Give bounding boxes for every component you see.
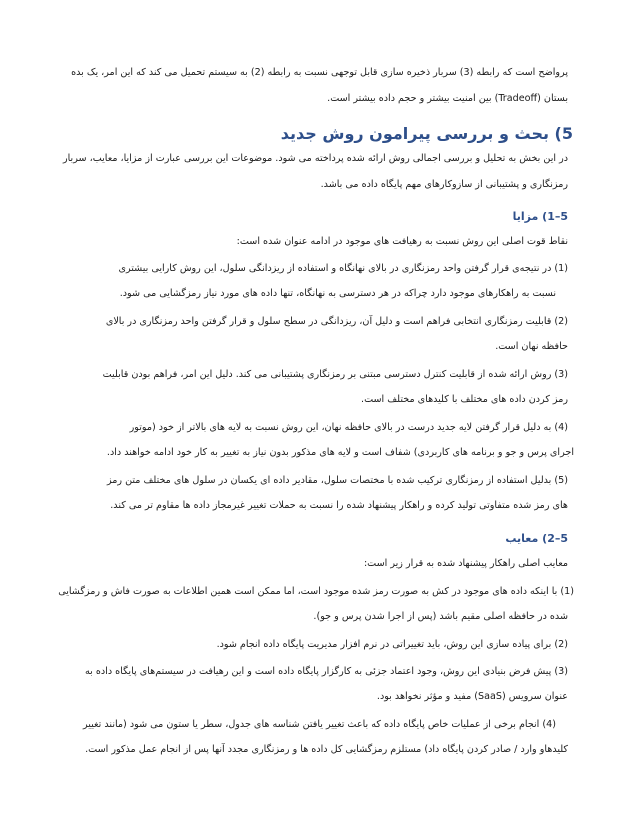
disadvantage-1-line-1: (1) با اینکه داده های موجود در کش به صورت رمز شده موجود است، اما ممکن است همین اطلاعات به صورت فاش و رمزگشایی — [58, 586, 574, 597]
section-5-intro-line-1: در این بخش به تحلیل و بررسی اجمالی روش ارائه شده پرداخته می شود. موضوعات این بررسی عبارت از مزایا، معایب، سربار — [63, 153, 568, 164]
disadvantage-1-line-2: شده در حافظه اصلی مقیم باشد (پس از اجرا شدن پرس و جو). — [313, 611, 568, 622]
advantage-4-line-2: اجرای پرس و جو و برنامه های کاربردی) شفاف است و لایه های مذکور بدون نیاز به تغییر به کار خود ادامه خواهند داد. — [106, 447, 574, 458]
intro-line-1: پرواضح است که رابطه (3) سربار ذخیره سازی قابل توجهی نسبت به رابطه (2) به سیستم تحمیل می کند که این امر، یک بده — [71, 67, 568, 78]
advantage-2-line-2: حافظه نهان است. — [495, 341, 568, 352]
disadvantage-4-line-1: (4) انجام برخی از عملیات خاص پایگاه داده که باعث تغییر یافتن شناسه های جدول، سطر یا ستون می شود (مانند تغییر — [82, 719, 556, 730]
advantage-4-line-1: (4) به دلیل قرار گرفتن لایه جدید درست در بالای حافظه نهان، این روش نسبت به لایه های بالاتر از خود (موتور — [129, 422, 568, 433]
advantage-3-line-1: (3) روش ارائه شده از قابلیت کنترل دسترسی مبتنی بر رمزنگاری پشتیبانی می کند. دلیل این امر، فراهم بودن قابلیت — [102, 369, 568, 380]
advantage-5-line-2: های رمز شده متفاوتی تولید کرده و راهکار پیشنهاد شده را نسبت به حملات تغییر غیرمجاز داده ها مقاوم تر می کند. — [110, 500, 568, 511]
section-5-heading: 5) بحث و بررسی پیرامون روش جدید — [280, 124, 573, 143]
intro-line-2: بستان (Tradeoff) بین امنیت بیشتر و حجم داده بیشتر است. — [327, 93, 568, 104]
advantages-lead: نقاط قوت اصلی این روش نسبت به رهیافت های موجود در ادامه عنوان شده است: — [236, 236, 568, 247]
disadvantages-heading: 5–2) معایب — [505, 532, 568, 545]
advantage-1-line-2: نسبت به راهکارهای موجود دارد چراکه در هر دسترسی به نهانگاه، تنها داده های مورد نیاز رمزگشایی می شود. — [119, 288, 556, 299]
disadvantage-3-line-2: عنوان سرویس (SaaS) مفید و مؤثر نخواهد بود. — [376, 691, 568, 702]
advantage-2-line-1: (2) قابلیت رمزنگاری انتخابی فراهم است و دلیل آن، ریزدانگی در سطح سلول و قرار گرفتن واحد رمزنگاری در بالای — [105, 316, 568, 327]
advantage-5-line-1: (5) بدلیل استفاده از رمزنگاری ترکیب شده با مختصات سلول، مقادیر داده ای یکسان در سلول های مختلف متن رمز — [106, 475, 568, 486]
disadvantage-2-line-1: (2) برای پیاده سازی این روش، باید تغییراتی در نرم افزار مدیریت پایگاه داده انجام شود. — [216, 639, 568, 650]
advantage-3-line-2: رمز کردن داده های مختلف با کلیدهای مختلف است. — [361, 394, 568, 405]
advantage-1-line-1: (1) در نتیجه‌ی قرار گرفتن واحد رمزنگاری در بالای نهانگاه و استفاده از ریزدانگی سلول، این روش کارایی بیشتری — [118, 263, 568, 274]
section-5-intro-line-2: رمزنگاری و پشتیبانی از سازوکارهای مهم پایگاه داده می باشد. — [320, 179, 568, 190]
disadvantages-lead: معایب اصلی راهکار پیشنهاد شده به قرار زیر است: — [363, 558, 568, 569]
disadvantage-4-line-2: کلیدهاو وارد / صادر کردن پایگاه داد) مستلزم رمزگشایی کل داده ها و رمزنگاری مجدد آنها پس از انجام عمل مذکور است. — [85, 744, 568, 755]
advantages-heading: 5–1) مزایا — [512, 210, 568, 223]
disadvantage-3-line-1: (3) پیش فرض بنیادی این روش، وجود اعتماد جزئی به کارگزار پایگاه داده است و این رهیافت در سیستم‌های پایگاه داده به — [85, 666, 568, 677]
